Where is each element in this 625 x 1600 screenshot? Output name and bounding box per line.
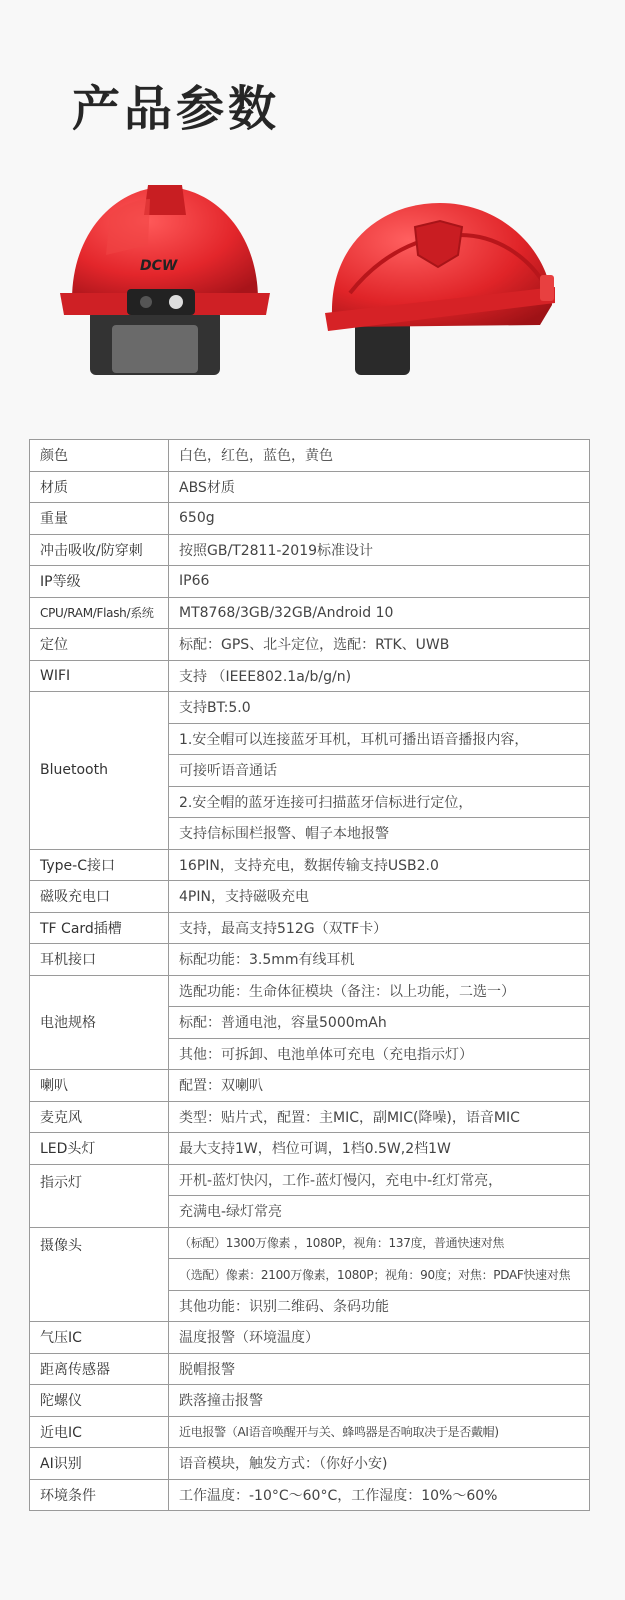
spec-label: 摄像头: [30, 1227, 169, 1322]
table-row: [30, 1133, 590, 1165]
spec-value: 温度报警（环境温度）: [169, 1322, 590, 1354]
spec-value: 2.安全帽的蓝牙连接可扫描蓝牙信标进行定位，: [169, 786, 590, 818]
spec-label: 环境条件: [30, 1479, 169, 1511]
table-row: [30, 881, 590, 913]
table-row: [30, 944, 590, 976]
spec-label: 喇叭: [30, 1070, 169, 1102]
spec-value: 1.安全帽可以连接蓝牙耳机，耳机可播出语音播报内容，: [169, 723, 590, 755]
spec-value: 其他功能：识别二维码、条码功能: [169, 1290, 590, 1322]
spec-value: 标配：普通电池，容量5000mAh: [169, 1007, 590, 1039]
table-row: [30, 471, 590, 503]
table-row: [30, 1322, 590, 1354]
spec-value: 4PIN，支持磁吸充电: [169, 881, 590, 913]
table-row: [30, 912, 590, 944]
helmet-front-image: [60, 185, 270, 375]
spec-label: AI识别: [30, 1448, 169, 1480]
spec-label: 陀螺仪: [30, 1385, 169, 1417]
table-row: [30, 1448, 590, 1480]
table-row: [30, 1416, 590, 1448]
table-row: [30, 1164, 590, 1196]
spec-value: 语音模块，触发方式：（你好小安): [169, 1448, 590, 1480]
spec-label: 定位: [30, 629, 169, 661]
spec-value: 其他：可拆卸、电池单体可充电（充电指示灯）: [169, 1038, 590, 1070]
spec-label: Type-C接口: [30, 849, 169, 881]
helmet-side-image: [325, 203, 555, 375]
table-row: [30, 597, 590, 629]
spec-value: ABS材质: [169, 471, 590, 503]
spec-label: 麦克风: [30, 1101, 169, 1133]
spec-value: 跌落撞击报警: [169, 1385, 590, 1417]
spec-value: 选配功能：生命体征模块（备注：以上功能，二选一）: [169, 975, 590, 1007]
spec-label: 电池规格: [30, 975, 169, 1070]
spec-label: CPU/RAM/Flash/系统: [30, 597, 169, 629]
spec-table: [29, 439, 590, 1511]
spec-label: Bluetooth: [30, 692, 169, 850]
spec-value: 16PIN，支持充电，数据传输支持USB2.0: [169, 849, 590, 881]
table-row: [30, 534, 590, 566]
spec-value: 支持，最高支持512G（双TF卡）: [169, 912, 590, 944]
spec-label: 冲击吸收/防穿刺: [30, 534, 169, 566]
table-row: [30, 1353, 590, 1385]
spec-label: WIFI: [30, 660, 169, 692]
table-row: [30, 503, 590, 535]
spec-value: IP66: [169, 566, 590, 598]
spec-value: 配置：双喇叭: [169, 1070, 590, 1102]
product-images: [0, 175, 625, 410]
spec-label: TF Card插槽: [30, 912, 169, 944]
spec-value: （选配）像素：2100万像素，1080P；视角：90度；对焦：PDAF快速对焦: [169, 1259, 590, 1291]
spec-label: 近电IC: [30, 1416, 169, 1448]
spec-value: 按照GB/T2811-2019标准设计: [169, 534, 590, 566]
table-row: [30, 1227, 590, 1259]
spec-value: 支持BT:5.0: [169, 692, 590, 724]
spec-value: 脱帽报警: [169, 1353, 590, 1385]
spec-value: 支持信标围栏报警、帽子本地报警: [169, 818, 590, 850]
table-row: [30, 975, 590, 1007]
spec-label: 材质: [30, 471, 169, 503]
table-row: [30, 440, 590, 472]
table-row: [30, 849, 590, 881]
spec-value: 类型：贴片式，配置：主MIC，副MIC(降噪)，语音MIC: [169, 1101, 590, 1133]
spec-value: 工作温度：-10°C～60°C，工作湿度：10%～60%: [169, 1479, 590, 1511]
spec-label: 耳机接口: [30, 944, 169, 976]
spec-value: 充满电-绿灯常亮: [169, 1196, 590, 1228]
table-row: [30, 692, 590, 724]
spec-value: 可接听语音通话: [169, 755, 590, 787]
spec-label: LED头灯: [30, 1133, 169, 1165]
spec-value: 标配：GPS、北斗定位，选配：RTK、UWB: [169, 629, 590, 661]
spec-label: 颜色: [30, 440, 169, 472]
spec-value: 开机-蓝灯快闪，工作-蓝灯慢闪，充电中-红灯常亮，: [169, 1164, 590, 1196]
table-row: [30, 629, 590, 661]
table-row: [30, 1070, 590, 1102]
spec-value: 白色，红色，蓝色，黄色: [169, 440, 590, 472]
spec-value: 最大支持1W，档位可调，1档0.5W,2档1W: [169, 1133, 590, 1165]
spec-value: 近电报警（AI语音唤醒开与关、蜂鸣器是否响取决于是否戴帽): [169, 1416, 590, 1448]
spec-value: MT8768/3GB/32GB/Android 10: [169, 597, 590, 629]
page-title: 产品参数: [72, 81, 281, 137]
spec-label: IP等级: [30, 566, 169, 598]
spec-label: 指示灯: [30, 1164, 169, 1227]
table-row: [30, 1101, 590, 1133]
table-row: [30, 660, 590, 692]
table-row: [30, 566, 590, 598]
spec-label: 气压IC: [30, 1322, 169, 1354]
spec-label: 重量: [30, 503, 169, 535]
table-row: [30, 1479, 590, 1511]
spec-value: 支持 （IEEE802.1a/b/g/n): [169, 660, 590, 692]
spec-value: （标配）1300万像素 ，1080P，视角：137度，普通快速对焦: [169, 1227, 590, 1259]
brand-logo: DCW: [140, 258, 178, 274]
spec-value: 650g: [169, 503, 590, 535]
table-row: [30, 1385, 590, 1417]
spec-label: 距离传感器: [30, 1353, 169, 1385]
spec-value: 标配功能：3.5mm有线耳机: [169, 944, 590, 976]
spec-label: 磁吸充电口: [30, 881, 169, 913]
